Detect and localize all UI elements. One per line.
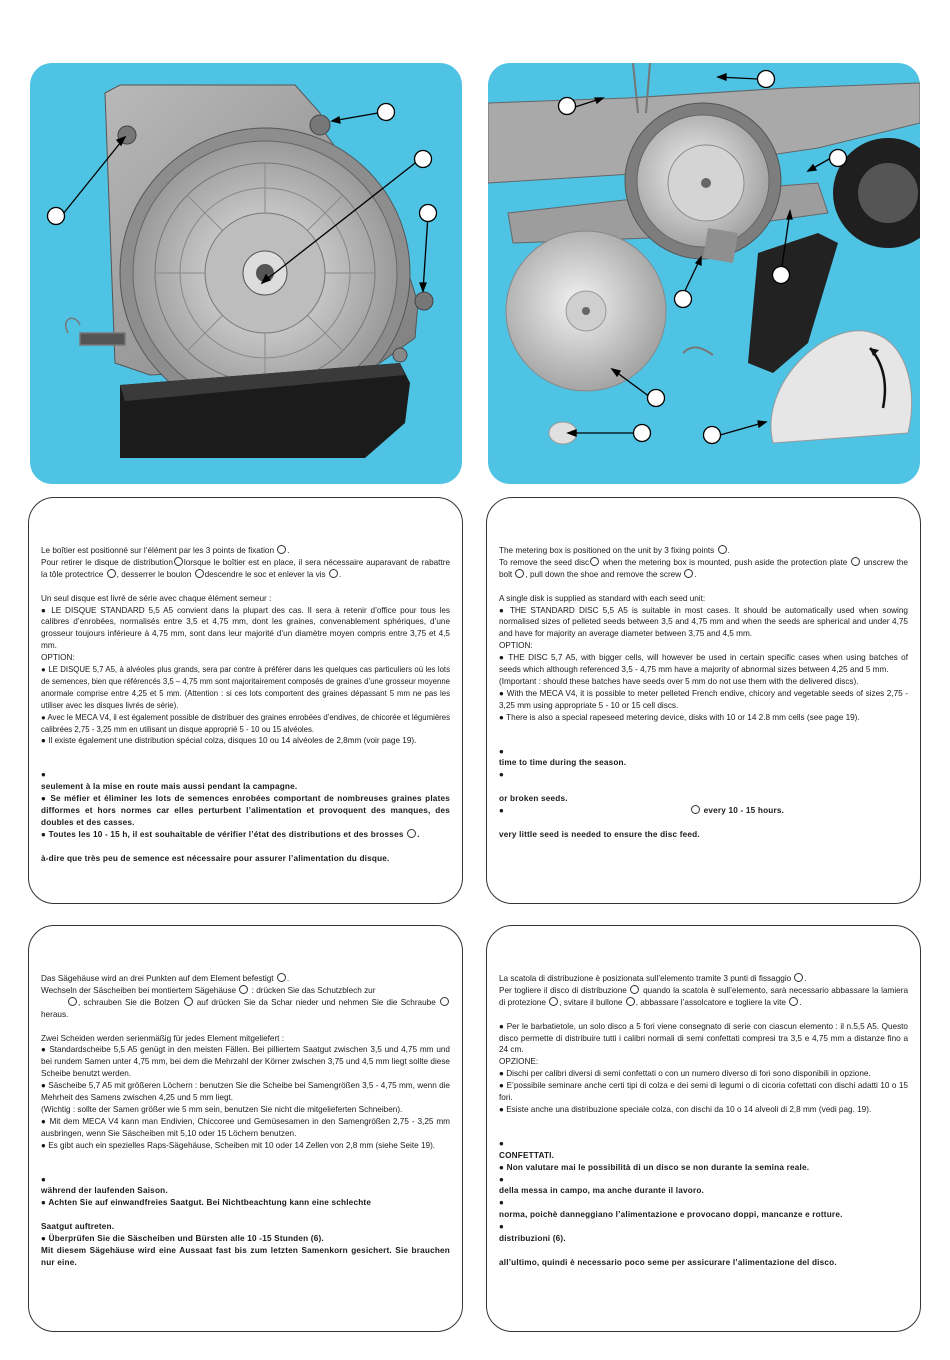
de-text: Zwei Scheiden werden serienmäßig für jedes Element mitgeliefert : <box>41 1033 285 1043</box>
fr-text: Pour retirer le disque de distribution <box>41 557 173 567</box>
en-text: , pull down the shoe and remove the screw <box>525 569 682 579</box>
german-text-panel: Das Sägehäuse wird an drei Punkten auf dem Element befestigt . Wechseln der Säscheiben bei montiertem Sägehäuse : drücken Sie das Schutzblech zur , schrauben Sie die Bolzen auf drücken Sie da Schar nieder und nehmen Sie die Schraube heraus. Zwei Scheiden werden serienmäßig für jedes Element mitgeliefert : ● Standardscheibe 5,5 A5 genügt in den meisten Fällen. Bei pilliertem Saatgut zwischen 3,5 und 4,75 mm und bei rundem Samen unter 4,75 mm, bei dem die Mehrzahl der Körner zwischen 3,75 und 4,5 mm liegt sollte diese Scheibe benutzt werden. ● Säscheibe 5,7 A5 mit größeren Löchern : benutzen Sie die Scheibe bei Samengrößen 3,5 - 4,75 mm, wenn die Mehrheit des Samens zwischen 4,25 und 5 mm liegt. (Wichtig : sollte der Samen größer wie 5 mm sein, benutzen Sie nicht die mitgelieferten Schneiben). ● Mit dem MECA V4 kann man Endivien, Chiccoree und Gemüsesamen in den Samengrößen 2,75 - 3,25 mm ausbringen, wenn Sie Säscheiben mit 5,10 oder 15 Löchern benutzen. ● Es gibt auch ein spezielles Raps-Sägehäuse, Scheiben mit 10 oder 14 Zellen von 2,8 mm (siehe Seite 19). ● während der laufenden Saison. ● Achten Sie auf einwandfreies Saatgut. Bei Nichtbeachtung kann eine schlechte Saatgut auftreten. ● Überprüfen Sie die Säscheiben und Bürsten alle 10 -15 Stunden (6). Mit diesem Sägehäuse wird eine Aussaat fast bis zum letzten Samenkorn gesichert. Sie brauchen nur eine. <box>28 925 463 1332</box>
fr-text: , desserrer le boulon <box>116 569 192 579</box>
ref-circle <box>407 829 416 838</box>
de-text: ● Säscheibe 5,7 A5 mit größeren Löchern : benutzen Sie die Scheibe bei Samengrößen 3,5 - 4,75 mm, wenn die Mehrheit des Samens zwischen 4,25 und 5 mm liegt. <box>41 1081 450 1103</box>
ref-circle <box>549 997 558 1006</box>
it-text: ● E’possibile seminare anche certi tipi di colza e dei semi di legumi o di cicoria cofettati con dischi adatti 10 o 15 fori. <box>499 1081 908 1103</box>
fr-text: ● Il existe également une distribution spécial colza, disques 10 ou 14 alvéoles de 2,8mm (voir page 19). <box>41 736 417 746</box>
ref-circle <box>626 997 635 1006</box>
it-bold-text: ● <box>499 1222 505 1232</box>
ref-circle <box>630 985 639 994</box>
ref-circle <box>277 545 286 554</box>
italian-text-panel: La scatola di distribuzione è posizionata sull’elemento tramite 3 punti di fissaggio . Per togliere il disco di distribuzione quando la scatola è sull’elemento, sarà necessario abbassare la lamiera di protezione , svitare il bullone , abbassare l’assolcatore e togliere la vite . ● Per le barbatietole, un solo disco a 5 fori viene consegnato di serie con ciascun elemento : il n.5,5 A5. Questo disco permette di distribuire tutti i calibri normali di semi confettati compresi tra 3,5 e 4,75 mm a distanze fino a 24 cm. OPZIONE: ● Dischi per calibri diversi di semi confettati o con un numero diverso di fori sono disponibili in opzione. ● E’possibile seminare anche certi tipi di colza e dei semi di legumi o di cicoria cofettati con dischi adatti 10 o 15 fori. ● Esiste anche una distribuzione speciale colza, con dischi da 10 o 14 alveoli di 2,8 mm (vedi pag. 19). ● CONFETTATI. ● Non valutare mai le possibilità di un disco se non durante la semina reale. ● della messa in campo, ma anche durante il lavoro. ● norma, poichè danneggiano l’alimentazione e provocano doppi, mancanze e rotture. ● distribuzioni (6). all’ultimo, quindi è necessario poco seme per assicurare l’alimentazione del disco. <box>486 925 921 1332</box>
ref-circle <box>329 569 338 578</box>
en-text: OPTION: <box>499 641 533 651</box>
ref-circle <box>789 997 798 1006</box>
en-text: (Important : should these batches have seeds over 5 mm do not use them with the delivered discs). <box>499 676 859 686</box>
fr-text: ● LE DISQUE STANDARD 5,5 A5 convient dans la plupart des cas. Il sera à retenir d’office pour tous les calibres d’enrobées, normalisés entre 3,5 et 4,75 mm, dont les graines, convenablement sphériques, d’une grosseur toujours inférieure à 4,75 mm, sont dans leur majorité d’un diamètre moyen compris entre 3,75 et 4,5 mm. <box>41 605 450 651</box>
it-bold-text: norma, poichè danneggiano l’alimentazione e provocano doppi, mancanze e rotture. <box>499 1210 843 1220</box>
en-text: ● With the MECA V4, it is possible to meter pelleted French endive, chicory and vegetable seeds of sizes 2,75 - 3,25 mm using appropriate 5 - 10 or 15 cell discs. <box>499 688 908 710</box>
it-text: quando la scatola è sull’elemento, sarà necessario abbassare la lamiera di protezione <box>499 985 909 1007</box>
it-text: ● Dischi per calibri diversi di semi confettati o con un numero diverso di fori sono disponibili in opzione. <box>499 1069 871 1079</box>
it-bold-text: ● <box>499 1174 505 1184</box>
de-text: heraus. <box>41 1009 69 1019</box>
fr-bold-text: ● <box>41 770 47 780</box>
english-text-panel: The metering box is positioned on the unit by 3 fixing points . To remove the seed disc when the metering box is mounted, push aside the protection plate unscrew the bolt , pull down the shoe and remove the screw . A single disk is supplied as standard with each seed unit: ● THE STANDARD DISC 5,5 A5 is suitable in most cases. It should be automatically used when sowing normalised sizes of pelleted seeds between 3,5 and 4,75 mm and when the seeds are spherical and under 4,75 and have for majority an average diameter between 3,75 and 4,5 mm. OPTION: ● THE DISC 5,7 A5, with bigger cells, will however be used in certain specific cases when using batches of seeds which although referenced 3,5 - 4,75 mm have a majority of abnormal sizes between 4,25 and 5 mm. (Important : should these batches have seeds over 5 mm do not use them with the delivered discs). ● With the MECA V4, it is possible to meter pelleted French endive, chicory and vegetable seeds of sizes 2,75 - 3,25 mm using appropriate 5 - 10 or 15 cell discs. ● There is also a special rapeseed metering device, disks with 10 or 14 2.8 mm cells (see page 19). ● time to time during the season. ● or broken seeds. ● every 10 - 15 hours. very little seed is needed to ensure the disc feed. <box>486 497 921 904</box>
it-text: Per togliere il disco di distribuzione <box>499 985 627 995</box>
it-bold-text: CONFETTATI. <box>499 1150 555 1160</box>
exploded-unit-illustration <box>488 63 920 484</box>
fr-bold-text: seulement à la mise en route mais aussi pendant la campagne. <box>41 782 298 792</box>
fr-text: lorsque le boîtier est en place, il sera nécessaire auparavant de rabattre la tôle protectrice <box>41 557 451 579</box>
exploded-unit-photo <box>488 63 920 484</box>
en-bold-text: ● <box>499 770 505 780</box>
en-text: unscrew the bolt <box>499 557 908 579</box>
ref-circle <box>590 557 599 566</box>
ref-circle <box>107 569 116 578</box>
it-bold-text: distribuzioni (6). <box>499 1234 566 1244</box>
de-text: Das Sägehäuse wird an drei Punkten auf dem Element befestigt <box>41 974 274 983</box>
en-bold-text: time to time during the season. <box>499 758 627 768</box>
de-text: (Wichtig : sollte der Samen größer wie 5 mm sein, benutzen Sie nicht die mitgelieferten Schneiben). <box>41 1104 403 1114</box>
ref-circle <box>239 985 248 994</box>
de-text: ● Mit dem MECA V4 kann man Endivien, Chiccoree und Gemüsesamen in den Samengrößen 2,75 - 3,25 mm ausbringen, wenn Sie Säscheiben mit 5,10 oder 15 Löchern benutzen. <box>41 1116 450 1138</box>
ref-circle <box>691 805 700 814</box>
de-bold-text: Mit diesem Sägehäuse wird eine Aussaat fast bis zum letzten Samenkorn gesichert. Sie brauchen nur eine. <box>41 1246 450 1267</box>
fr-text: ● Avec le MECA V4, il est également possible de distribuer des graines enrobées d’endives, de chicorée et légumières calibrées 2,75 - 3,25 mm en utilisant un disque approprié 5 - 10 ou 15 alvéoles. <box>41 712 450 734</box>
ref-circle <box>718 545 727 554</box>
en-bold-text: or broken seeds. <box>499 794 568 804</box>
ref-circle <box>515 569 524 578</box>
en-text: when the metering box is mounted, push aside the protection plate <box>602 557 848 567</box>
en-bold-text: ● <box>499 746 505 756</box>
en-text: The metering box is positioned on the unit by 3 fixing points <box>499 546 715 555</box>
en-text: ● There is also a special rapeseed metering device, disks with 10 or 14 2.8 mm cells (see page 19). <box>499 712 860 722</box>
en-text: To remove the seed disc <box>499 557 590 567</box>
ref-circle <box>174 557 183 566</box>
it-text: , svitare il bullone <box>559 997 623 1007</box>
it-bold-text: all’ultimo, quindi è necessario poco seme per assicurare l’alimentazione del disco. <box>499 1257 837 1267</box>
it-bold-text: ● <box>499 1198 505 1208</box>
de-bold-text: ● Überprüfen Sie die Säscheiben und Bürsten alle 10 -15 Stunden (6). <box>41 1234 324 1244</box>
de-bold-text: ● Achten Sie auf einwandfreies Saatgut. Bei Nichtbeachtung kann eine schlechte <box>41 1198 372 1208</box>
fr-text: descendre le soc et enlever la vis <box>204 569 326 579</box>
de-text: , schrauben Sie die Bolzen <box>78 997 180 1007</box>
fr-bold-text: à-dire que très peu de semence est nécessaire pour assurer l’alimentation du disque. <box>41 853 390 863</box>
it-text: OPZIONE: <box>499 1057 539 1067</box>
fr-bold-text: ● Toutes les 10 - 15 h, il est souhaitable de vérifier l’état des distributions et des brosses <box>41 829 404 839</box>
it-text: ● Esiste anche una distribuzione speciale colza, con dischi da 10 o 14 alveoli di 2,8 mm (vedi pag. 19). <box>499 1104 872 1114</box>
ref-circle <box>440 997 449 1006</box>
fr-text: OPTION: <box>41 653 75 663</box>
en-text: ● THE STANDARD DISC 5,5 A5 is suitable in most cases. It should be automatically used when sowing normalised sizes of pelleted seeds between 3,5 and 4,75 mm and when the seeds are spherical and under 4,75 and have for majority an average diameter between 3,75 and 4,5 mm. <box>499 605 908 639</box>
it-text: La scatola di distribuzione è posizionata sull’elemento tramite 3 punti di fissaggio <box>499 974 792 983</box>
fr-text: Un seul disque est livré de série avec chaque élément semeur : <box>41 593 272 603</box>
fr-text: Le boîtier est positionné sur l’élément par les 3 points de fixation <box>41 546 275 555</box>
de-text: ● Es gibt auch ein spezielles Raps-Sägehäuse, Scheiben mit 10 oder 14 Zellen von 2,8 mm (siehe Seite 19). <box>41 1140 436 1150</box>
en-bold-text: ● <box>499 806 505 816</box>
de-text: Wechseln der Säscheiben bei montiertem Sägehäuse <box>41 985 237 995</box>
ref-circle <box>851 557 860 566</box>
it-bold-text: ● <box>499 1138 505 1148</box>
ref-circle <box>794 973 803 982</box>
ref-circle <box>684 569 693 578</box>
de-text: auf drücken Sie da Schar nieder und nehmen Sie die Schraube <box>196 997 436 1007</box>
en-bold-text: every 10 - 15 hours. <box>703 806 785 816</box>
de-bold-text: ● <box>41 1174 47 1184</box>
en-text: A single disk is supplied as standard with each seed unit: <box>499 593 706 603</box>
fr-text: ● LE DISQUE 5,7 A5, à alvéoles plus grands, sera par contre à préférer dans les quelques cas particuliers où les lots de semences, bien que référencés 3,5 – 4,75 mm sont majoritairement composés de graines d’une grosseur moyenne anormale comprise entre 4,25 et 5 mm. (Attention : si ces lots comportent des graines dépassant 5 mm ne pas les utiliser avec les disques livrés de série). <box>41 665 450 710</box>
it-text: ● Per le barbatietole, un solo disco a 5 fori viene consegnato di serie con ciascun elemento : il n.5,5 A5. Questo disco permette di distribuire tutti i calibri normali di semi confettati compresi tra 3,5 e 4,75 mm a distanze fino a 24 cm. <box>499 1021 908 1055</box>
ref-circle <box>277 973 286 982</box>
it-text: , abbassare l’assolcatore e togliere la vite <box>635 997 786 1007</box>
de-text: ● Standardscheibe 5,5 A5 genügt in den meisten Fällen. Bei pilliertem Saatgut zwischen 3,5 und 4,75 mm und bei rundem Samen unter 4,75 mm, bei dem die Mehrzahl der Körner zwischen 3,75 und 4,5 mm liegt sollte diese Scheibe benutzt werden. <box>41 1045 450 1079</box>
metering-box-photo <box>30 63 462 484</box>
ref-circle <box>68 997 77 1006</box>
de-bold-text: Saatgut auftreten. <box>41 1222 115 1232</box>
en-bold-text: very little seed is needed to ensure the disc feed. <box>499 829 700 839</box>
it-bold-text: ● Non valutare mai le possibilità di un disco se non durante la semina reale. <box>499 1162 810 1172</box>
de-text: : drücken Sie das Schutzblech zur <box>251 985 376 995</box>
ref-circle <box>195 569 204 578</box>
french-text-panel: Le boîtier est positionné sur l’élément par les 3 points de fixation . Pour retirer le disque de distribution lorsque le boîtier est en place, il sera nécessaire auparavant de rabattre la tôle protectrice , desserrer le boulon descendre le soc et enlever la vis . Un seul disque est livré de série avec chaque élément semeur : ● LE DISQUE STANDARD 5,5 A5 convient dans la plupart des cas. Il sera à retenir d’office pour tous les calibres d’enrobées, normalisés entre 3,5 et 4,75 mm, dont les graines, convenablement sphériques, d’une grosseur toujours inférieure à 4,75 mm, sont dans leur majorité d’un diamètre moyen compris entre 3,75 et 4,5 mm. OPTION: ● LE DISQUE 5,7 A5, à alvéoles plus grands, sera par contre à préférer dans les quelques cas particuliers où les lots de semences, bien que référencés 3,5 – 4,75 mm sont majoritairement composés de graines d’une grosseur moyenne anormale comprise entre 4,25 et 5 mm. (Attention : si ces lots comportent des graines dépassant 5 mm ne pas les utiliser avec les disques livrés de série). ● Avec le MECA V4, il est également possible de distribuer des graines enrobées d’endives, de chicorée et légumières calibrées 2,75 - 3,25 mm en utilisant un disque approprié 5 - 10 ou 15 alvéoles. ● Il existe également une distribution spécial colza, disques 10 ou 14 alvéoles de 2,8mm (voir page 19). ● seulement à la mise en route mais aussi pendant la campagne. ● Se méfier et éliminer les lots de semences enrobées comportant de nombreuses graines plates difformes et hors normes car elles perturbent l’alimentation et provoquent des manques, des doubles et des casses. ● Toutes les 10 - 15 h, il est souhaitable de vérifier l’état des distributions et des brosses . à-dire que très peu de semence est nécessaire pour assurer l’alimentation du disque. <box>28 497 463 904</box>
metering-box-illustration <box>30 63 462 484</box>
it-bold-text: della messa in campo, ma anche durante il lavoro. <box>499 1186 705 1196</box>
en-text: ● THE DISC 5,7 A5, with bigger cells, will however be used in certain specific cases when using batches of seeds which although referenced 3,5 - 4,75 mm have a majority of abnormal sizes between 4,25 and 5 mm. <box>499 653 908 675</box>
fr-bold-text: ● Se méfier et éliminer les lots de semences enrobées comportant de nombreuses graines plates difformes et hors normes car elles perturbent l’alimentation et provoquent des manques, des doubles et des casses. <box>41 794 450 828</box>
ref-circle <box>184 997 193 1006</box>
de-bold-text: während der laufenden Saison. <box>41 1186 168 1196</box>
